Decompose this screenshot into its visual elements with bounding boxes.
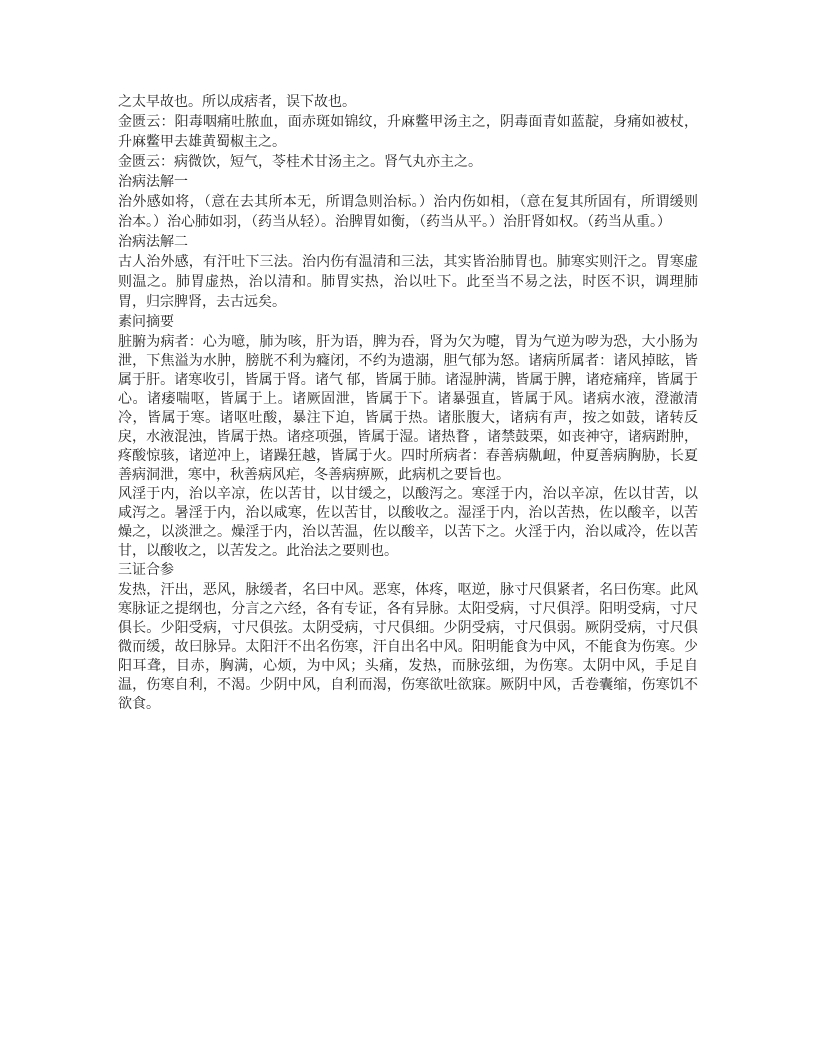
section-body-three-syndromes: 发热，汗出，恶风，脉缓者，名曰中风。恶寒，体疼，呕逆，脉寸尺俱紧者，名曰伤寒。此风寒脉证之提纲也，分言之六经，各有专证，各有异脉。太阳受病，寸尺俱浮。阳明受病，寸尺俱长。少阳受病，寸尺俱弦。太阴受病，寸尺俱细。少阴受病，寸尺俱弱。厥阴受病，寸尺俱微而缓，故曰脉异。太阳汗不出名伤寒，汗自出名中风。阳明能食为中风，不能食为伤寒。少阳耳聋，目赤，胸满，心烦，为中风；头痛，发热，而脉弦细，为伤寒。太阴中风，手足自温，伤寒自利，不渴。少阴中风，自利而渴，伤寒欲吐欲寐。厥阴中风，舌卷囊缩，伤寒饥不欲食。: [118, 583, 698, 712]
section-body-suwen-summary-2: 风淫于内，治以辛凉，佐以苦甘，以甘缓之，以酸泻之。寒淫于内，治以辛凉，佐以甘苦，以咸泻之。暑淫于内，治以咸寒，佐以苦甘，以酸收之。湿淫于内，治以苦热，佐以酸辛，以苦燥之，以淡泄之。燥淫于内，治以苦温，佐以酸辛，以苦下之。火淫于内，治以咸冷，佐以苦甘，以酸收之，以苦发之。此治法之要则也。: [118, 487, 698, 559]
section-body-treatment-method-1: 治外感如将，（意在去其所本无，所谓急则治标。）治内伤如相，（意在复其所固有，所谓缓则治本。）治心肺如羽，（药当从轻）。治脾胃如衡，（药当从平。）治肝肾如权。（药当从重。）: [118, 195, 698, 230]
intro-line-2: 金匮云：阳毒咽痛吐脓血，面赤斑如锦纹，升麻鳖甲汤主之，阴毒面青如蓝靛，身痛如被杖，升麻鳖甲去雄黄蜀椒主之。: [118, 115, 698, 150]
document-content: [118, 93, 698, 714]
section-body-suwen-summary-1: 脏腑为病者：心为噫，肺为咳，肝为语，脾为吞，肾为欠为嚏，胃为气逆为哕为恐，大小肠为泄，下焦溢为水肿，膀胱不利为癃闭，不约为遗溺，胆气郁为怒。诸病所属者：诸风掉眩，皆属于肝。诸寒收引，皆属于肾。诸气 郁，皆属于肺。诸湿肿满，皆属于脾，诸疮痛痒，皆属于心。诸痿喘呕，皆属于上。诸厥固泄，皆属于下。诸暴强直，皆属于风。诸病水液，澄澈清冷，皆属于寒。诸呕吐酸，暴注下迫，皆属于热。诸胀腹大，诸病有声，按之如鼓，诸转反戾，水液混浊，皆属于热。诸痉项强，皆属于湿。诸热瞀 ，诸禁鼓栗，如丧神守，诸病跗肿，疼酸惊骇，诸逆冲上，诸躁狂越，皆属于火。四时所病者：春善病鼽衄，仲夏善病胸胁，长夏善病洞泄，寒中，秋善病风疟，冬善病痹厥，此病机之要旨也。: [118, 335, 698, 483]
intro-line-1: 之太早故也。所以成痞者，误下故也。: [118, 95, 356, 110]
intro-line-3: 金匮云：病微饮，短气，苓桂术甘汤主之。肾气丸亦主之。: [118, 155, 482, 170]
section-heading-treatment-method-1: 治病法解一: [118, 175, 188, 190]
section-heading-treatment-method-2: 治病法解二: [118, 235, 188, 250]
section-body-treatment-method-2: 古人治外感，有汗吐下三法。治内伤有温清和三法，其实皆治肺胃也。肺寒实则汗之。胃寒虚则温之。肺胃虚热，治以清和。肺胃实热，治以吐下。此至当不易之法，时医不识，调理肺胃，归宗脾肾，去古远矣。: [118, 255, 698, 310]
section-heading-three-syndromes: 三证合参: [118, 563, 174, 578]
section-heading-suwen-summary: 素问摘要: [118, 315, 174, 330]
